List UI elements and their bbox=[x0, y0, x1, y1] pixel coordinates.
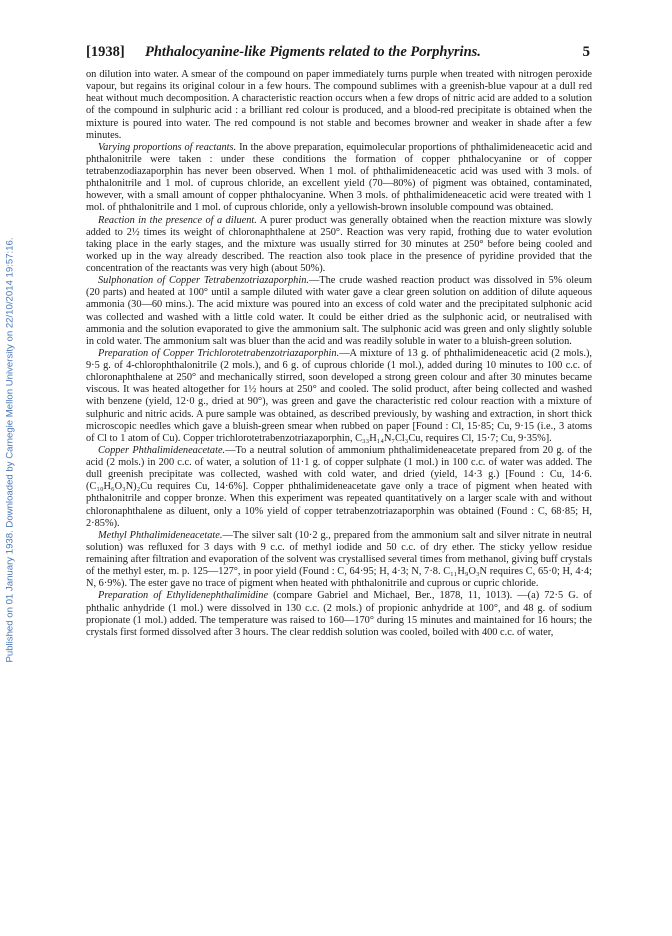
paragraph-varying-proportions bbox=[86, 142, 592, 215]
paragraph-text: —To a neutral solution of ammonium phthalimideneacetate prepared from 20 g. of the acid (2 mols.) in 200 c.c. of water, a solution of 11·1 g. of copper sulphate (1 mol.) in 100 c.c. of water was added. The dull greenish precipitate was collected, washed with cold water, and dried (yield, 14·3 g.) [Found : Cu, 14·6. (C₁₀H₆O₃N)₂Cu requires Cu, 14·6%]. Copper phthalimideneacetate gave only a trace of pigment when heated with phthalonitrile and copper bronze. When this experiment was repeated quantitatively on a larger scale with and without chloronaphthalene as diluent, only a 10% yield of copper tetrabenzotriazaporphin was obtained (Found : C, 68·85; H, 2·85%). bbox=[86, 444, 592, 529]
paragraph-heading: Sulphonation of Copper Tetrabenzotriazaporphin. bbox=[98, 275, 309, 287]
paragraph-text: A purer product was generally obtained when the reaction mixture was slowly added to 2½ times its weight of chloronaphthalene at 250°. Reaction was very rapid, frothing due to water evolution taking place in the early stages, and the mixture was usually stirred for 30 minutes at 250° before being cooled and worked up in the way already described. The reaction also took place in the presence of pyridine provided that the concentration of the reactants was very high (about 50%). bbox=[86, 214, 592, 274]
paragraph-diluent bbox=[86, 215, 592, 276]
paragraph-text: on dilution into water. A smear of the compound on paper immediately turns purple when treated with nitrogen peroxide vapour, but regains its original colour in a few hours. The compound sublimes with a greenish-blue vapour at a dull red heat without much decomposition. A characteristic reaction occurs when a few drops of nitric acid are added to a solution of the compound in sulphuric acid : a brilliant red colour is produced, and a blood-red precipitate is obtained when the mixture is poured into water. The red compound is not stable and becomes browner and weaker in shade after a few minutes. bbox=[86, 69, 592, 141]
paragraph-sulphonation bbox=[86, 275, 592, 348]
paragraph-heading: Methyl Phthalimideneacetate. bbox=[98, 529, 223, 541]
paragraph-heading: Preparation of Copper Trichlorotetrabenzotriazaporphin. bbox=[98, 347, 340, 359]
paragraph-text: —The crude washed reaction product was dissolved in 5% oleum (20 parts) and heated at 100° until a sample diluted with water gave a clear green solution on addition of dilute aqueous ammonia (30—60 mins.). The acid mixture was poured into an excess of cold water and the precipitated sulphonic acid was collected and washed with a little cold water. It could be either dried as the sulphonic acid, or neutralised with ammonia and the solution evaporated to give the ammonium salt. The sulphonic acid was green and only slightly soluble in cold water. The ammonium salt was bluer than the acid and was readily soluble in water to a bluish-green solution. bbox=[86, 275, 592, 347]
paragraph-copper-phthalimideneacetate bbox=[86, 445, 592, 530]
paragraph-heading: Reaction in the presence of a diluent. bbox=[98, 214, 257, 226]
paragraph-heading: Copper Phthalimideneacetate. bbox=[98, 444, 226, 456]
download-watermark bbox=[3, 140, 17, 760]
article-body bbox=[86, 69, 592, 639]
paragraph-text: —A mixture of 13 g. of phthalimideneacetic acid (2 mols.), 9·5 g. of 4-chlorophthalonitrile (2 mols.), and 6 g. of cuprous chloride (1 mol.), added during 10 minutes to 100 c.c. of chloronaphthalene at 250° and mechanically stirred, soon developed a strong green colour and after 30 minutes became viscous. It was heated altogether for 1½ hours at 250° and cooled. The solid product, after being collected and washed with benzene (yield, 12·0 g., dried at 90°), was green and gave the characteristic red colour reaction with a mixture of sulphuric and nitric acids. A pure sample was obtained, as described previously, by washing and extraction, in short thick microscopic needles which gave a bluish-green smear when rubbed on paper [Found : Cl, 15·85; Cu, 9·15 (i.e., 3 atoms of Cl to 1 atom of Cu). Copper trichlorotetrabenzotriazaporphin, C₃₃H₁₄N₇Cl₃Cu, requires Cl, 15·7; Cu, 9·35%]. bbox=[86, 347, 592, 444]
download-watermark-text: Published on 01 January 1938. Downloaded by Carnegie Mellon University on 22/10/2014 19:57:16. bbox=[4, 237, 16, 663]
paragraph-text: In the above preparation, equimolecular proportions of phthalimideneacetic acid and phthalonitrile were taken : under these conditions the formation of copper phthalocyanine or of copper tetrabenzodiazaporphin has never been observed. When 1 mol. of phthalimideneacetic acid was used with 3 mols. of phthalonitrile and 1 mol. of cuprous chloride, an excellent yield (70—80%) of pigment was obtained, contaminated, however, with a small amount of copper phthalocyanine. When 3 mols. of phthalimideneacetic acid were treated with 1 mol. of phthalonitrile and 1 mol. of cuprous chloride, only a yellowish-brown insoluble compound was obtained. bbox=[86, 141, 592, 214]
running-title: Phthalocyanine-like Pigments related to the Porphyrins. bbox=[145, 44, 481, 60]
paragraph-ethylidenephthalimidine bbox=[86, 590, 592, 639]
paragraph-continuation bbox=[86, 69, 592, 142]
paragraph-text: —The silver salt (10·2 g., prepared from the ammonium salt and silver nitrate in neutral solution) was refluxed for 3 days with 9 c.c. of methyl iodide and 50 c.c. of dry ether. The sticky yellow residue remaining after filtration and evaporation of the solvent was crystallised several times from methanol, giving buff crystals of the methyl ester, m. p. 125—127°, in poor yield (Found : C, 64·95; H, 4·3; N, 7·8. C₁₁H₉O₃N requires C, 65·0; H, 4·4; N, 6·9%). The ester gave no trace of pigment when heated with phthalonitrile and cuprous or cupric chloride. bbox=[86, 529, 592, 590]
paragraph-heading: Preparation of Ethylidenephthalimidine bbox=[98, 590, 269, 602]
paragraph-heading: Varying proportions of reactants. bbox=[98, 141, 237, 153]
paragraph-methyl-phthalimideneacetate bbox=[86, 530, 592, 591]
page-number: 5 bbox=[582, 44, 590, 60]
paragraph-text: (compare Gabriel and Michael, Ber., 1878, 11, 1013). —(a) 72·5 G. of phthalic anhydride (1 mol.) were dissolved in 130 c.c. (2 mols.) of propionic anhydride at 100°, and 48 g. of sodium propionate (1 mol.) added. The temperature was raised to 160—170° during 15 minutes and maintained for 16 hours; the crystals first formed dissolved after 3 hours. The clear reddish solution was cooled, boiled with 400 c.c. of water, bbox=[86, 590, 592, 638]
page-header bbox=[86, 44, 590, 64]
header-year: [1938] bbox=[86, 44, 125, 60]
paragraph-trichloro-preparation bbox=[86, 348, 592, 445]
